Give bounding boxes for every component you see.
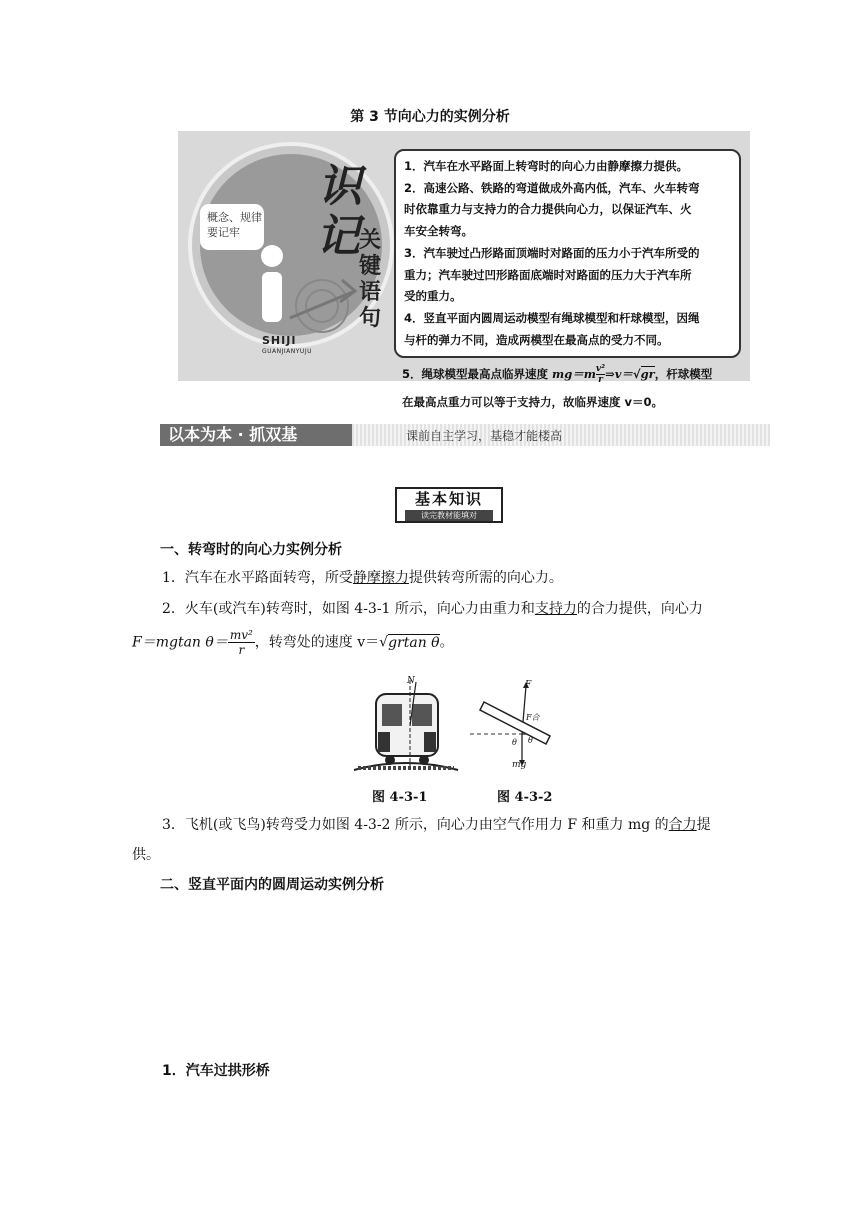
- brand-text: SHIJI: [262, 334, 297, 347]
- strip-label: 以本为本 · 抓双基: [160, 424, 352, 446]
- key-point: 重力；汽车驶过凹形路面底端时对路面的压力大于汽车所: [404, 267, 692, 282]
- key-point: 3．汽车驶过凸形路面顶端时对路面的压力小于汽车所受的: [404, 245, 700, 260]
- fig2-label-theta: θ: [512, 738, 517, 747]
- paragraph-2: 2．火车(或汽车)转弯时，如图 4-3-1 所示，向心力由重力和支持力的合力提供，向心力: [162, 601, 703, 617]
- fig2-label-f: F: [525, 680, 532, 690]
- plane-force-figure: [464, 678, 564, 772]
- fig2-caption: 图 4-3-2: [497, 790, 553, 805]
- key-point: 2．高速公路、铁路的弯道做成外高内低，汽车、火车转弯: [404, 180, 700, 195]
- key-point: 1．汽车在水平路面上转弯时的向心力由静摩擦力提供。: [404, 159, 688, 173]
- fig2-label-fhe: F合: [526, 713, 540, 722]
- key-point: 与杆的弹力不同，造成两模型在最高点的受力不同。: [404, 332, 669, 347]
- knowledge-box: [395, 487, 503, 523]
- key-point: 车安全转弯。: [404, 224, 473, 239]
- key-point-5-line2: 在最高点重力可以等于支持力，故临界速度 v＝0。: [402, 395, 663, 409]
- brand-subtext: GUANJIANYUJU: [262, 348, 312, 355]
- section2-item1: 1．汽车过拱形桥: [162, 1063, 270, 1079]
- fig1-label-n: N: [407, 676, 415, 686]
- paragraph-3-cont: 供。: [132, 847, 160, 863]
- key-point: 4．竖直平面内圆周运动模型有绳球模型和杆球模型，因绳: [404, 310, 700, 325]
- fig2-label-mg: mg: [512, 760, 527, 770]
- page-title: 第 3 节向心力的实例分析: [350, 109, 510, 125]
- bubble-text: 概念、规律要记牢: [200, 204, 264, 250]
- key-points-box: [394, 149, 741, 358]
- vertical-text: 关 键 语 句: [358, 228, 381, 331]
- formula-line: F＝mgtan θ＝ $\frac{\text{mv²}}{r}$ ，转弯处的速度 v＝√grtan θ。: [132, 628, 454, 657]
- fig1-caption: 图 4-3-1: [372, 790, 428, 805]
- train-figure: [350, 676, 462, 774]
- section1-heading: 一、转弯时的向心力实例分析: [160, 542, 342, 558]
- paragraph-1: 1．汽车在水平路面转弯，所受静摩擦力提供转弯所需的向心力。: [162, 570, 563, 586]
- knowledge-box-subtitle: 读完教材能填对: [405, 510, 493, 521]
- strip-subtitle: 课前自主学习，基稳才能楼高: [406, 429, 563, 443]
- big-char-2: 记: [316, 211, 360, 262]
- knowledge-box-title: 基本知识: [414, 490, 483, 508]
- key-point-5-line1: 5．绳球模型最高点临界速度 mg＝m $\frac{\text{v²}}{r}$ ⇒v＝√gr，杆球模型: [402, 364, 713, 385]
- section2-heading: 二、竖直平面内的圆周运动实例分析: [160, 877, 384, 893]
- paragraph-3: 3．飞机(或飞鸟)转弯受力如图 4-3-2 所示，向心力由空气作用力 F 和重力 mg 的合力提: [162, 817, 711, 833]
- big-char-1: 识: [318, 161, 362, 212]
- key-point: 受的重力。: [404, 289, 462, 304]
- key-point: 时依靠重力与支持力的合力提供向心力，以保证汽车、火: [404, 202, 692, 217]
- fig2-label-theta-2: θ: [528, 736, 533, 745]
